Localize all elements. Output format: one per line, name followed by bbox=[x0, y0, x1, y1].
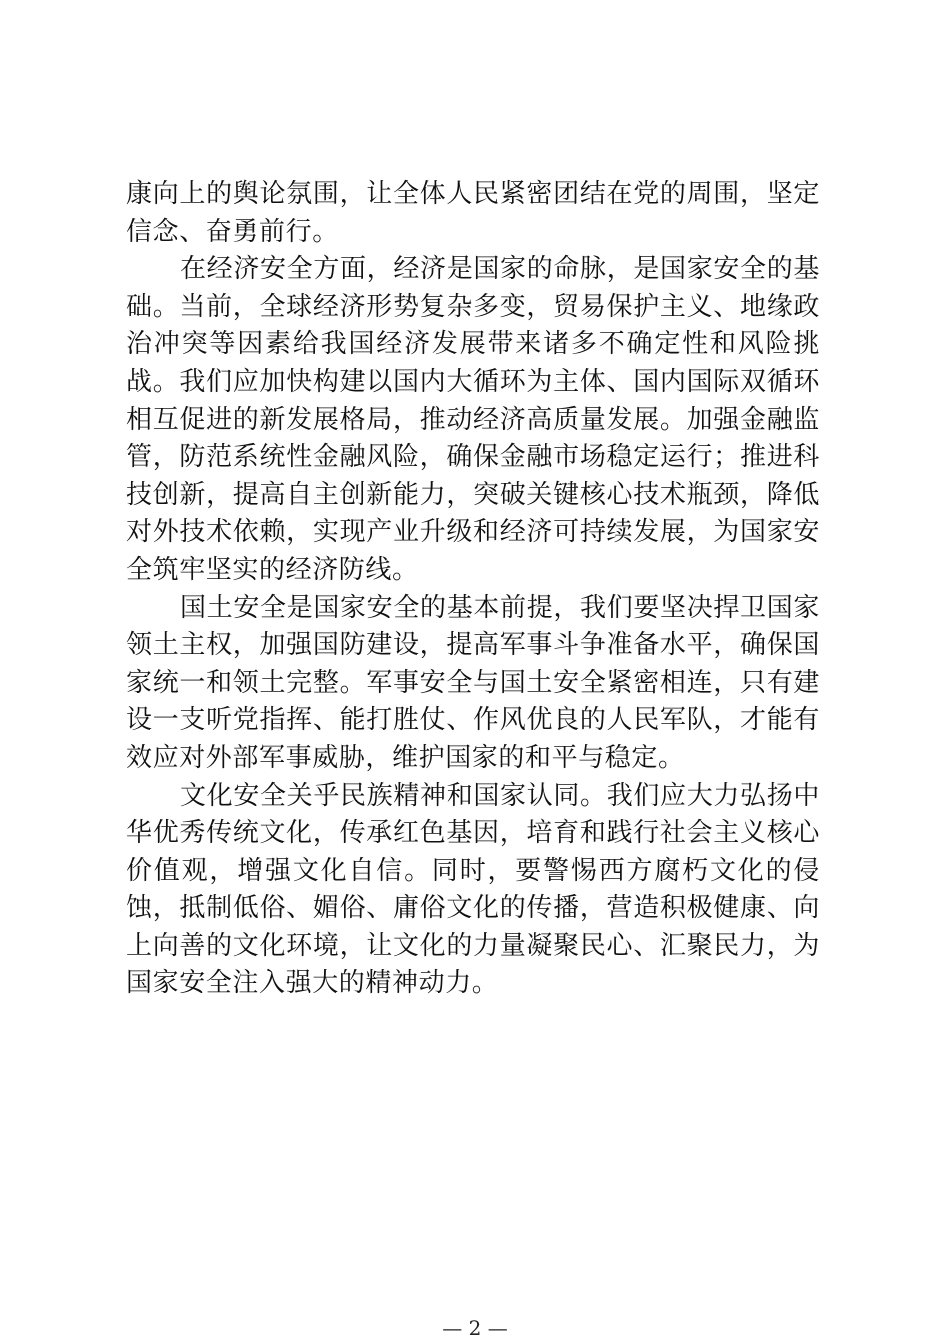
paragraph-continuation: 康向上的舆论氛围，让全体人民紧密团结在党的周围，坚定信念、奋勇前行。 bbox=[126, 179, 820, 247]
document-body bbox=[126, 176, 820, 1003]
paragraph-cultural-security: 文化安全关乎民族精神和国家认同。我们应大力弘扬中华优秀传统文化，传承红色基因，培育和践行社会主义核心价值观，增强文化自信。同时，要警惕西方腐朽文化的侵蚀，抵制低俗、媚俗、庸俗文化的传播，营造积极健康、向上向善的文化环境，让文化的力量凝聚民心、汇聚民力，为国家安全注入强大的精神动力。 bbox=[126, 780, 820, 999]
paragraph-territorial-security: 国土安全是国家安全的基本前提，我们要坚决捍卫国家领土主权，加强国防建设，提高军事斗争准备水平，确保国家统一和领土完整。军事安全与国土安全紧密相连，只有建设一支听党指挥、能打胜仗、作风优良的人民军队，才能有效应对外部军事威胁，维护国家的和平与稳定。 bbox=[126, 592, 820, 773]
paragraph-economic-security: 在经济安全方面，经济是国家的命脉，是国家安全的基础。当前，全球经济形势复杂多变，贸易保护主义、地缘政治冲突等因素给我国经济发展带来诸多不确定性和风险挑战。我们应加快构建以国内大循环为主体、国内国际双循环相互促进的新发展格局，推动经济高质量发展。加强金融监管，防范系统性金融风险，确保金融市场稳定运行；推进科技创新，提高自主创新能力，突破关键核心技术瓶颈，降低对外技术依赖，实现产业升级和经济可持续发展，为国家安全筑牢坚实的经济防线。 bbox=[126, 254, 820, 585]
page-number: — 2 — bbox=[442, 1316, 508, 1340]
